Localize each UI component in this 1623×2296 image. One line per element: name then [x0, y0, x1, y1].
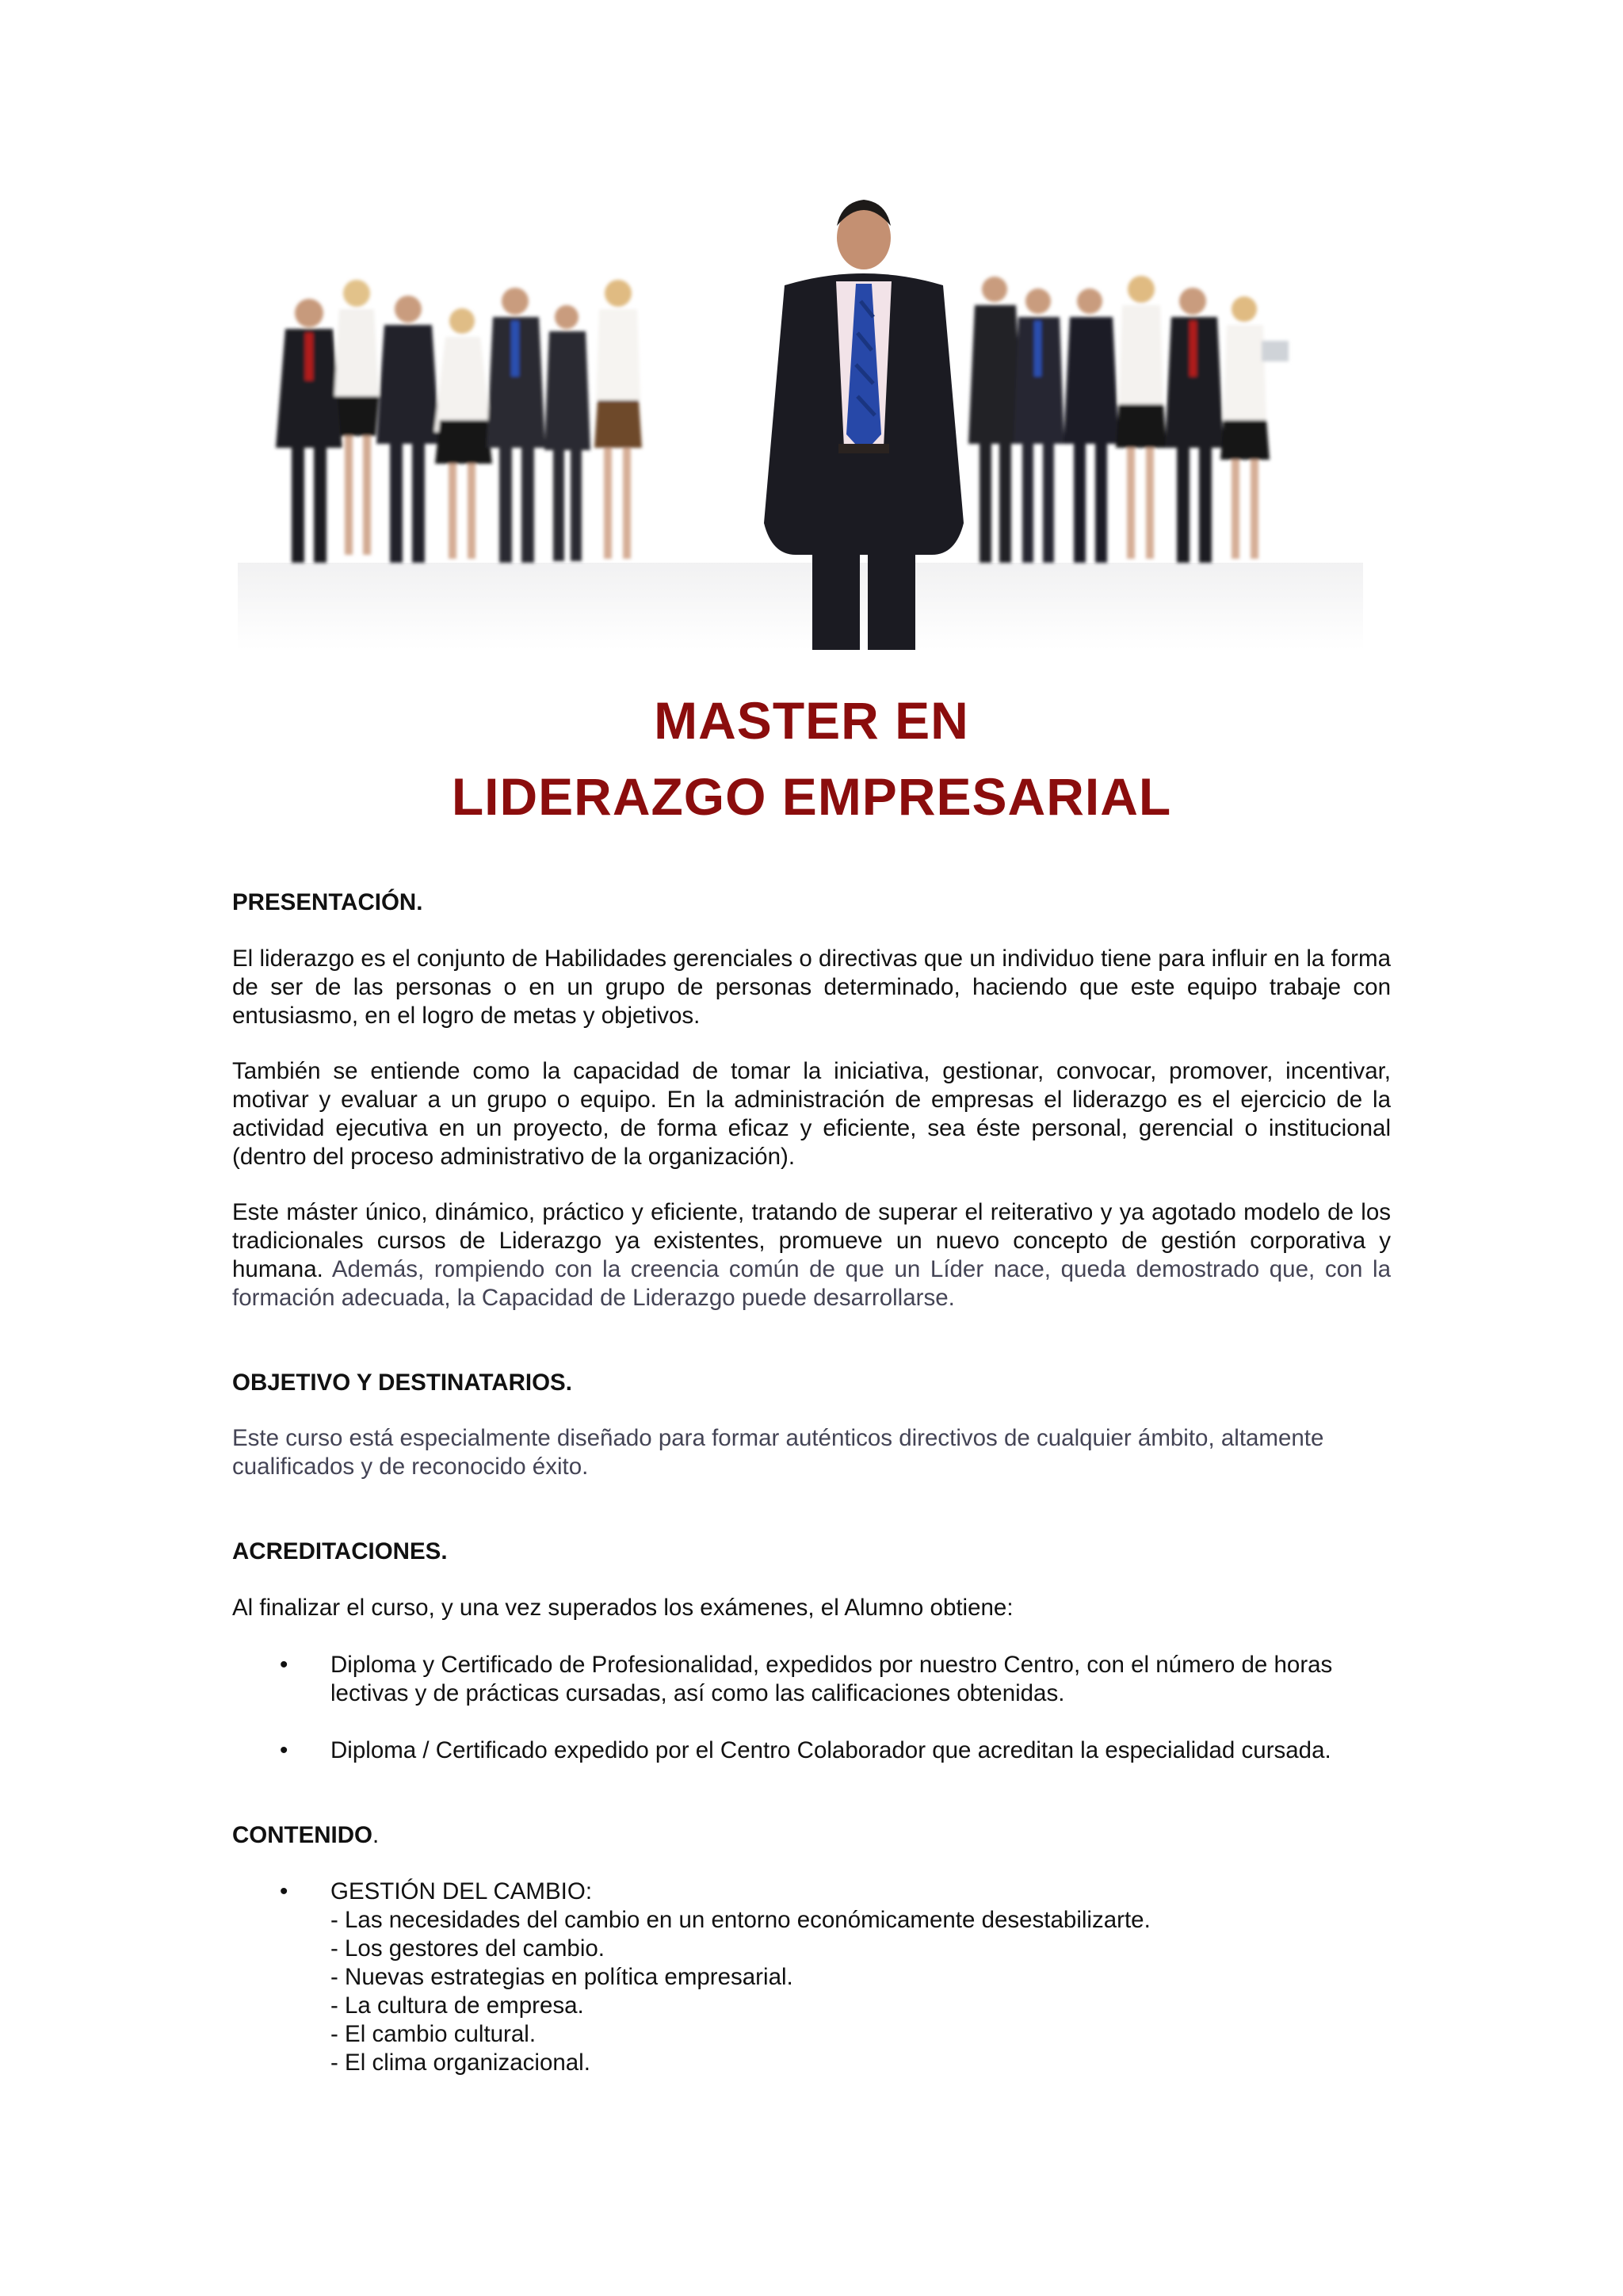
- contenido-list: [232, 1878, 1391, 2077]
- list-item-line: - Las necesidades del cambio en un entorno económicamente desestabilizarte.: [330, 1907, 1151, 1933]
- acreditaciones-list-2: [232, 1736, 1391, 1765]
- list-item: [232, 1878, 1391, 2077]
- list-item-title: • GESTIÓN DEL CAMBIO:: [330, 1878, 593, 1904]
- hero-business-team-image: [238, 182, 1363, 650]
- section-heading-contenido: [232, 1821, 1391, 1850]
- heading-contenido-text: CONTENIDO: [232, 1822, 372, 1848]
- list-item-line: - Los gestores del cambio.: [330, 1935, 605, 1962]
- paragraph-acreditaciones-intro: [232, 1594, 1391, 1622]
- paragraph-presentacion-1: [232, 945, 1391, 1030]
- paragraph-presentacion-3: [232, 1198, 1391, 1312]
- paragraph-text: Al finalizar el curso, y una vez superados los exámenes, el Alumno obtiene:: [232, 1595, 1014, 1621]
- paragraph-text: El liderazgo es el conjunto de Habilidades gerenciales o directivas que un individuo tiene para influir en la forma de ser de las personas o en un grupo de personas determinado, haciendo que este equipo trabaje con entusiasmo, en el logro de metas y objetivos.: [232, 946, 1391, 1029]
- heading-objetivo: OBJETIVO Y DESTINATARIOS.: [232, 1370, 572, 1396]
- heading-presentacion: PRESENTACIÓN.: [232, 889, 423, 915]
- paragraph-objetivo: [232, 1424, 1381, 1481]
- list-item-line: - El clima organizacional.: [330, 2050, 590, 2076]
- heading-acreditaciones: ACREDITACIONES.: [232, 1538, 448, 1564]
- section-heading-acreditaciones: [232, 1538, 1391, 1566]
- heading-contenido: [232, 1821, 1391, 1850]
- list-item-text: Diploma / Certificado expedido por el Centro Colaborador que acreditan la especialidad cursada.: [330, 1737, 1331, 1763]
- paragraph-text: Este curso está especialmente diseñado para formar auténticos directivos de cualquier ámbito, altamente cualificados y de reconocido éxito.: [232, 1425, 1324, 1480]
- list-item-line: - Nuevas estrategias en política empresarial.: [330, 1964, 793, 1990]
- list-item-line: - La cultura de empresa.: [330, 1992, 584, 2019]
- list-item: [232, 1651, 1391, 1708]
- list-item-line: - El cambio cultural.: [330, 2021, 537, 2047]
- paragraph-text-part-2: Además, rompiendo con la creencia común de que un Líder nace, queda demostrado que, con la formación adecuada, la Capacidad de Liderazgo puede desarrollarse.: [232, 1256, 1391, 1311]
- list-item-text: Diploma y Certificado de Profesionalidad, expedidos por nuestro Centro, con el número de horas lectivas y de prácticas cursadas, así como las calificaciones obtenidas.: [330, 1652, 1333, 1706]
- document-title-line-1: MASTER EN: [654, 691, 969, 750]
- section-heading-objetivo: [232, 1369, 1391, 1397]
- paragraph-text-part-1: Este máster único, dinámico, práctico y eficiente, tratando de superar el reiterativo y ya agotado modelo de los tradicionales cursos de Liderazgo ya existentes, promueve un nuevo concepto de gestión corporativa y humana.: [232, 1199, 1391, 1282]
- acreditaciones-list: [232, 1651, 1391, 1708]
- paragraph-presentacion-2: [232, 1057, 1391, 1171]
- heading-contenido-dot: .: [372, 1822, 380, 1848]
- section-heading-presentacion: [232, 888, 1391, 917]
- document-title-line-2: LIDERAZGO EMPRESARIAL: [451, 767, 1172, 826]
- paragraph-text: También se entiende como la capacidad de tomar la iniciativa, gestionar, convocar, promover, incentivar, motivar y evaluar a un grupo o equipo. En la administración de empresas el liderazgo es el ejercicio de la actividad ejecutiva en un proyecto, de forma eficaz y eficiente, sea éste personal, gerencial o institucional (dentro del proceso administrativo de la organización).: [232, 1058, 1391, 1170]
- paragraph-text: [232, 1198, 1391, 1312]
- list-item: [232, 1736, 1391, 1765]
